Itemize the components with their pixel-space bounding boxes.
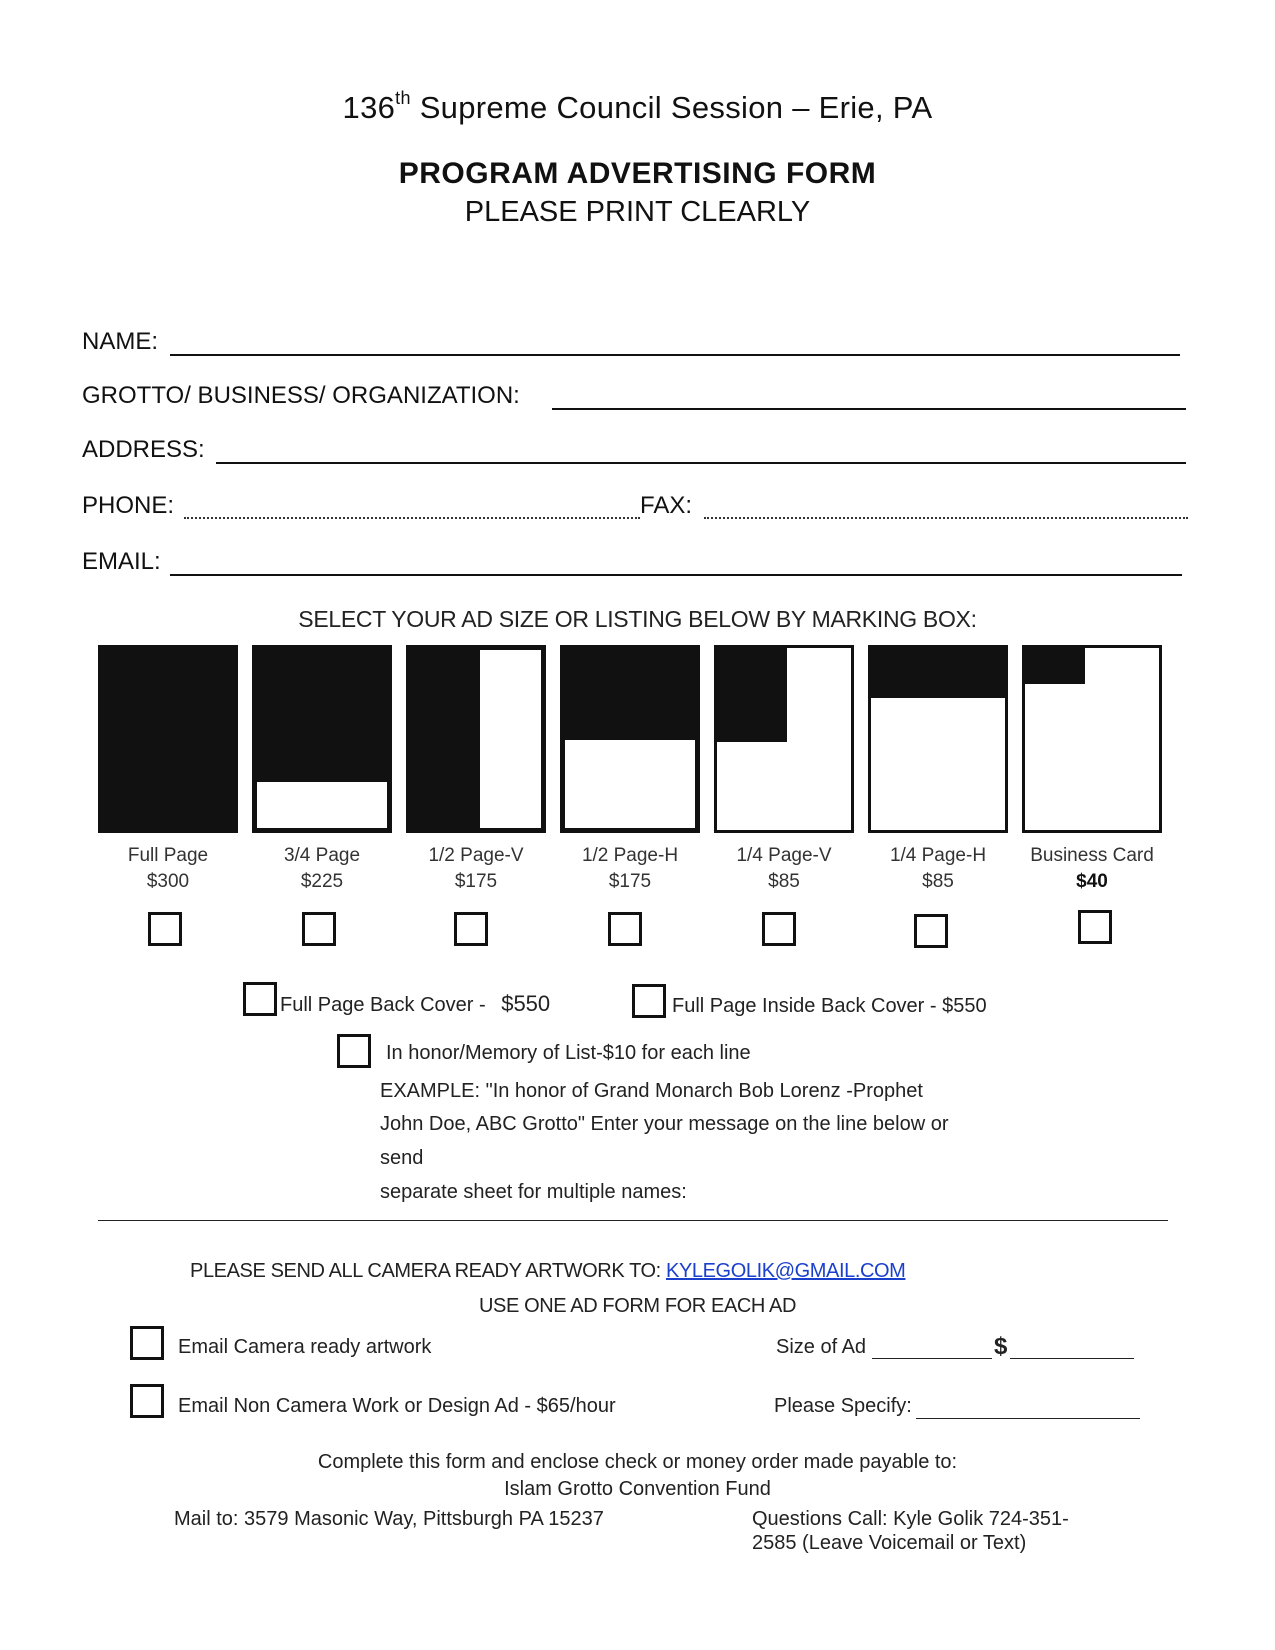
email-camera-ready-label: Email Camera ready artwork (178, 1336, 432, 1358)
half-page-vertical-checkbox[interactable] (454, 912, 488, 946)
memory-list-label: In honor/Memory of List-$10 for each line (386, 1042, 751, 1064)
form-title: PROGRAM ADVERTISING FORM (398, 157, 877, 190)
ad-option-label: 1/4 Page-H $85 (889, 845, 987, 892)
diagram-blank-area (255, 780, 389, 830)
diagram-ad-area (871, 648, 1005, 698)
email-non-camera-checkbox[interactable] (130, 1384, 164, 1418)
back-cover-label: Full Page Back Cover - $550 (280, 991, 551, 1016)
fax-label: FAX: (640, 492, 693, 519)
half-page-vertical-diagram (406, 645, 546, 833)
diagram-ad-area (717, 648, 787, 742)
fax-field[interactable] (704, 517, 1188, 519)
ad-option-label: Business Card $40 (1030, 845, 1154, 892)
dollar-sign: $ (994, 1333, 1008, 1360)
quarter-page-vertical-diagram (714, 645, 854, 833)
memory-example-line: send (380, 1147, 424, 1169)
one-form-note: USE ONE AD FORM FOR EACH AD (478, 1295, 797, 1317)
size-of-ad-label: Size of Ad (776, 1336, 867, 1358)
memory-message-line[interactable] (98, 1220, 1168, 1221)
phone-label: PHONE: (82, 492, 175, 519)
diagram-blank-area (478, 648, 543, 830)
artwork-email-link[interactable]: KYLEGOLIK@GMAIL.COM (666, 1260, 906, 1282)
ad-option-label: 1/2 Page-V $175 (428, 845, 524, 892)
address-field[interactable] (216, 462, 1186, 464)
full-page-checkbox[interactable] (148, 912, 182, 946)
diagram-blank-area (563, 738, 697, 830)
business-card-checkbox[interactable] (1078, 910, 1112, 944)
inside-back-cover-checkbox[interactable] (632, 984, 666, 1018)
select-ad-heading: SELECT YOUR AD SIZE OR LISTING BELOW BY MARKING BOX: (298, 606, 977, 632)
quarter-page-horizontal-diagram (868, 645, 1008, 833)
full-page-diagram (98, 645, 238, 833)
form-subtitle: PLEASE PRINT CLEARLY (464, 196, 811, 228)
email-camera-ready-checkbox[interactable] (130, 1326, 164, 1360)
business-card-diagram (1022, 645, 1162, 833)
phone-field[interactable] (184, 517, 640, 519)
ad-option-label: 1/4 Page-V $85 (736, 845, 832, 892)
memory-example-line: John Doe, ABC Grotto" Enter your message on the line below or (380, 1113, 949, 1135)
name-field[interactable] (170, 354, 1180, 356)
payment-instruction: Complete this form and enclose check or money order made payable to: (317, 1451, 958, 1473)
inside-back-cover-label: Full Page Inside Back Cover - $550 (672, 995, 987, 1017)
memory-example-line: EXAMPLE: "In honor of Grand Monarch Bob Lorenz -Prophet (380, 1080, 923, 1102)
email-non-camera-label: Email Non Camera Work or Design Ad - $65/hour (178, 1395, 616, 1417)
ad-option-label: 3/4 Page $225 (283, 845, 361, 892)
three-quarter-page-diagram (252, 645, 392, 833)
artwork-instruction: PLEASE SEND ALL CAMERA READY ARTWORK TO: KYLEGOLIK@GMAIL.COM (190, 1260, 906, 1282)
size-of-ad-field[interactable] (872, 1358, 992, 1359)
ad-amount-field[interactable] (1010, 1358, 1134, 1359)
half-page-horizontal-diagram (560, 645, 700, 833)
email-label: EMAIL: (82, 548, 161, 575)
ad-option-label: Full Page $300 (127, 845, 209, 892)
grotto-label: GROTTO/ BUSINESS/ ORGANIZATION: (82, 382, 520, 409)
memory-example-line: separate sheet for multiple names: (380, 1181, 687, 1203)
back-cover-checkbox[interactable] (243, 982, 277, 1016)
name-label: NAME: (82, 328, 159, 355)
please-specify-label: Please Specify: (774, 1395, 912, 1417)
questions-contact-line: Questions Call: Kyle Golik 724-351- (752, 1508, 1069, 1530)
please-specify-field[interactable] (916, 1418, 1140, 1419)
half-page-horizontal-checkbox[interactable] (608, 912, 642, 946)
questions-contact-line: 2585 (Leave Voicemail or Text) (752, 1532, 1027, 1554)
grotto-field[interactable] (552, 408, 1186, 410)
address-label: ADDRESS: (82, 436, 205, 463)
email-field[interactable] (170, 574, 1182, 576)
three-quarter-page-checkbox[interactable] (302, 912, 336, 946)
payee-name: Islam Grotto Convention Fund (504, 1478, 771, 1500)
quarter-page-vertical-checkbox[interactable] (762, 912, 796, 946)
quarter-page-horizontal-checkbox[interactable] (914, 914, 948, 948)
ad-option-label: 1/2 Page-H $175 (581, 845, 679, 892)
diagram-ad-area (1025, 648, 1085, 684)
page-title: 136th Supreme Council Session – Erie, PA (342, 88, 933, 125)
mail-to-address: Mail to: 3579 Masonic Way, Pittsburgh PA 15237 (174, 1508, 604, 1530)
memory-list-checkbox[interactable] (337, 1034, 371, 1068)
